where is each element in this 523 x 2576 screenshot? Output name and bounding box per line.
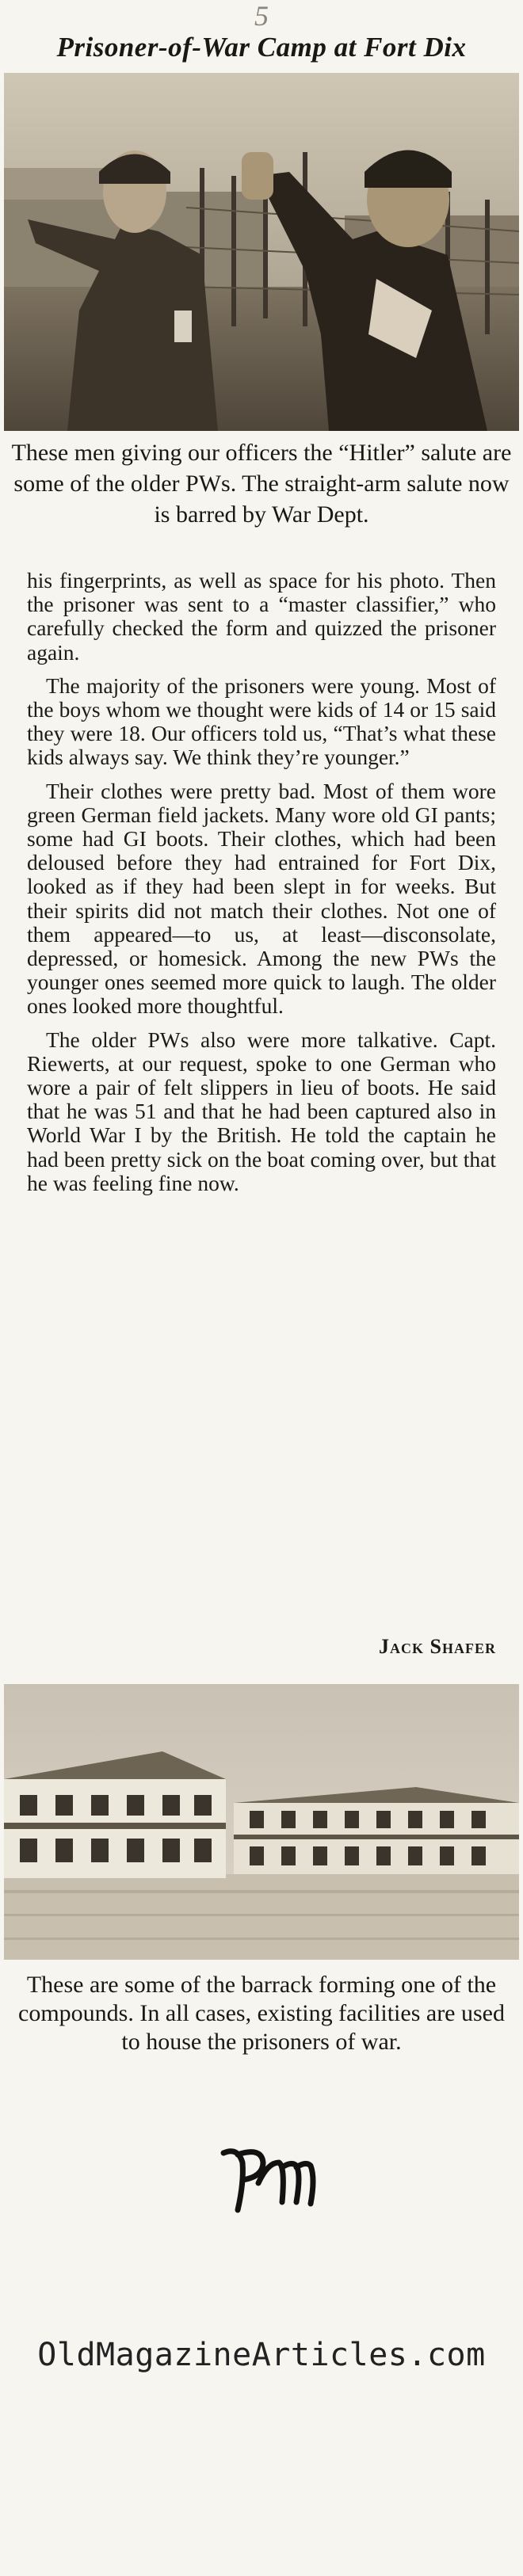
footer-site[interactable]: OldMagazineArticles.com	[37, 2337, 486, 2373]
barracks-photo-caption: These are some of the barrack forming one of the compounds. In all cases, existing facilities are used to house the prisoners of war.	[18, 1972, 505, 2055]
byline: Jack Shafer	[379, 1635, 496, 1658]
article-paragraph: his fingerprints, as well as space for his photo. Then the prisoner was sent to a “master classifier,” who carefully checked the form and quizzed the prisoner again.	[27, 568, 496, 665]
pm-logo	[0, 2139, 523, 2218]
page-number: 5	[254, 0, 269, 32]
article-body	[27, 569, 496, 1205]
salute-photo-caption: These men giving our officers the “Hitler” salute are some of the older PWs. The straight-arm salute now is barred by War Dept.	[11, 440, 512, 528]
article-paragraph: Their clothes were pretty bad. Most of them wore green German field jackets. Many wore old GI pants; some had GI boots. Their clothes, which had been deloused before they had entrained for Fort Dix, looked as if they had been slept in for weeks. But their spirits did not match their clothes. Not one of them appeared—to us, at least—disconsolate, depressed, or homesick. Among the new PWs the younger ones seemed more quick to laugh. The older ones looked more thoughtful.	[27, 778, 496, 1019]
headline: Prisoner-of-War Camp at Fort Dix	[56, 32, 467, 63]
salute-photo	[4, 73, 519, 431]
barracks-photo	[4, 1684, 519, 1960]
article-paragraph: The older PWs also were more talkative. Capt. Riewerts, at our request, spoke to one German who wore a pair of felt slippers in lieu of boots. He said that he was 51 and that he had been captured also in World War I by the British. He told the captain he had been pretty sick on the boat coming over, but that he was feeling fine now.	[27, 1027, 496, 1195]
article-paragraph: The majority of the prisoners were young. Most of the boys whom we thought were kids of 14 or 15 said they were 18. Our officers told us, “That’s what these kids always say. We think they’re younger.”	[27, 673, 496, 770]
